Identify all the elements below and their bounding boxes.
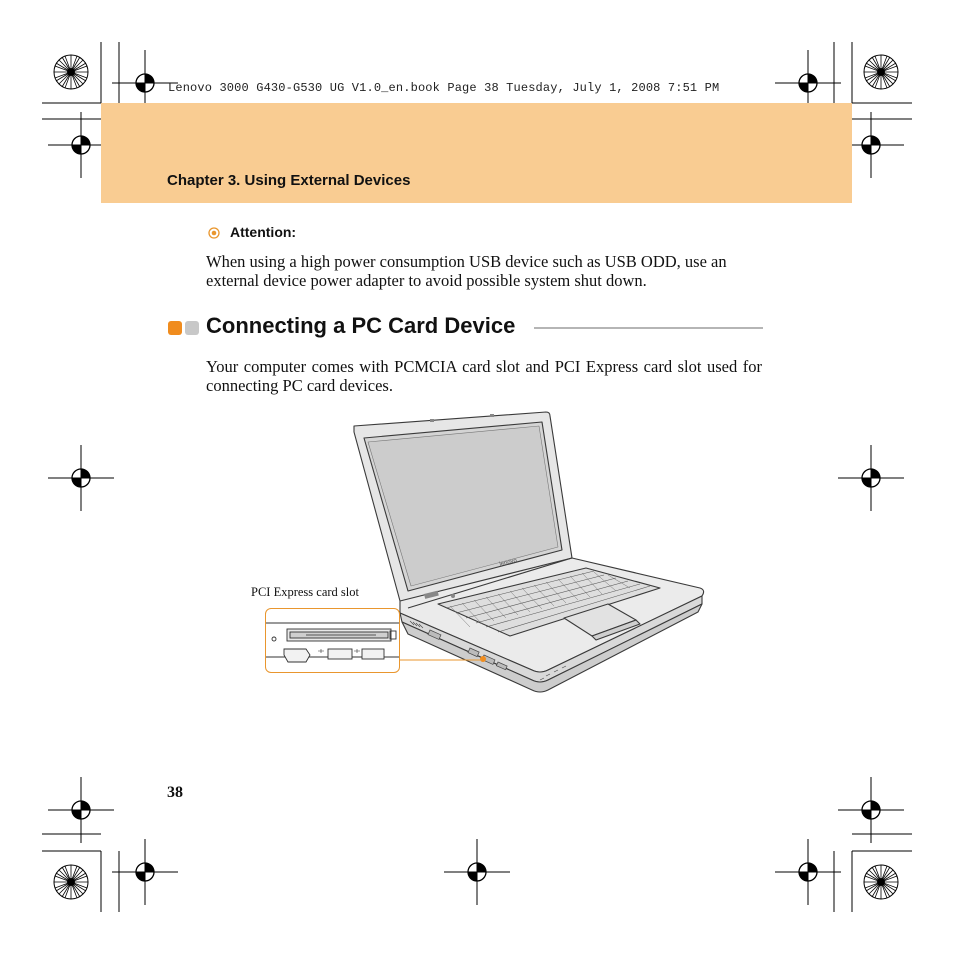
- callout-leader-line: [398, 655, 484, 665]
- callout-label: PCI Express card slot: [251, 585, 359, 599]
- section-heading-rule: [534, 327, 763, 329]
- laptop-brand-logo: lenovo: [499, 557, 518, 568]
- section-heading: Connecting a PC Card Device: [206, 313, 516, 338]
- attention-icon: [208, 227, 220, 239]
- page-number: 38: [167, 784, 183, 801]
- print-slug-line: Lenovo 3000 G430-G530 UG V1.0_en.book Page 38 Tuesday, July 1, 2008 7:51 PM: [168, 81, 720, 95]
- pci-slot-detail-inset: [265, 608, 400, 673]
- section-bullet-icon: [168, 321, 200, 335]
- chapter-title: Chapter 3. Using External Devices: [167, 172, 411, 189]
- attention-text: When using a high power consumption USB device such as USB ODD, use an external device power adapter to avoid possible system shut down.: [206, 252, 727, 290]
- section-body-text: Your computer comes with PCMCIA card slot and PCI Express card slot used for connecting PC card devices.: [206, 357, 762, 395]
- attention-label: Attention:: [230, 224, 297, 240]
- pci-slot-detail-drawing: [266, 609, 399, 672]
